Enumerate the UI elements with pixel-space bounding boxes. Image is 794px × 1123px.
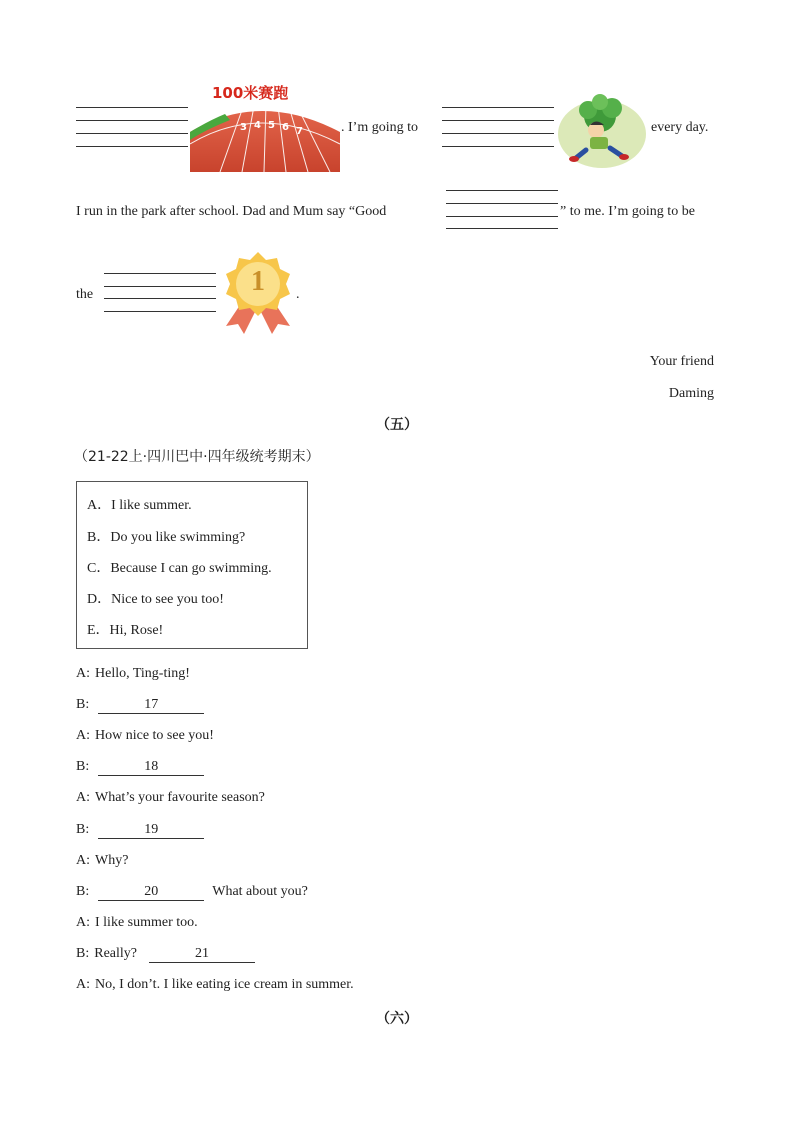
svg-text:3: 3 xyxy=(240,122,247,133)
dialogue-text: Why? xyxy=(95,852,129,868)
option-c: C．Because I can go swimming. xyxy=(87,561,272,576)
dialogue-text: Hello, Ting-ting! xyxy=(95,666,190,681)
section-5-source: （21-22上·四川巴中·四年级统考期末） xyxy=(74,449,320,465)
kid-eating-vegetable-image xyxy=(556,92,648,170)
letter-signature: Daming xyxy=(668,386,714,401)
dialogue-line xyxy=(76,977,354,993)
dialogue-speaker: B: xyxy=(76,697,90,713)
svg-text:7: 7 xyxy=(296,126,303,137)
medal-image xyxy=(220,250,296,334)
option-a: A．I like summer. xyxy=(87,498,192,513)
dialogue-line xyxy=(76,790,265,806)
letter-text-the: the xyxy=(76,287,94,302)
letter-period: . xyxy=(296,287,300,302)
dialogue-speaker: B: xyxy=(76,945,90,961)
option-b: B．Do you like swimming? xyxy=(87,530,246,545)
dialogue-speaker: A: xyxy=(76,790,90,806)
dialogue-line xyxy=(76,728,214,744)
dialogue-speaker: B: xyxy=(76,759,90,775)
dialogue-text: What’s your favourite season? xyxy=(95,790,265,806)
dialogue-speaker: A: xyxy=(76,914,90,930)
dialogue-line xyxy=(76,759,204,776)
dialogue-line xyxy=(76,697,204,714)
running-track-image xyxy=(190,80,340,172)
track-caption: 100米赛跑 xyxy=(212,84,289,102)
dialogue-speaker: A: xyxy=(76,666,90,681)
option-d: D．Nice to see you too! xyxy=(87,592,224,607)
medal-number: 1 xyxy=(251,266,265,297)
dialogue-line xyxy=(76,666,190,682)
dialogue-text-after: What about you? xyxy=(212,883,308,899)
dialogue-text: How nice to see you! xyxy=(95,728,214,744)
section-5-heading: （五） xyxy=(376,417,418,433)
dialogue-line xyxy=(76,915,198,931)
dialogue-speaker: A: xyxy=(76,728,90,744)
dialogue-blank[interactable]: 17 xyxy=(98,697,204,714)
dialogue-text: Really? xyxy=(94,945,137,961)
dialogue-text: No, I don’t. I like eating ice cream in summer. xyxy=(95,977,354,992)
svg-text:6: 6 xyxy=(282,122,289,133)
dialogue-blank[interactable]: 20 xyxy=(98,884,204,901)
svg-text:4: 4 xyxy=(254,120,261,131)
dialogue-line xyxy=(76,946,255,963)
dialogue-line xyxy=(76,853,128,869)
dialogue-speaker: A: xyxy=(76,852,90,868)
option-e: E．Hi, Rose! xyxy=(87,623,164,638)
dialogue-blank[interactable]: 21 xyxy=(149,946,255,963)
dialogue-text: I like summer too. xyxy=(95,914,198,930)
svg-text:5: 5 xyxy=(268,120,275,131)
dialogue-speaker: A: xyxy=(76,977,90,992)
letter-text-to-me: ” to me. I’m going to be xyxy=(560,204,695,219)
dialogue-speaker: B: xyxy=(76,821,90,837)
dialogue-line xyxy=(76,822,204,839)
letter-text-every-day: every day. xyxy=(651,120,709,135)
dialogue-blank[interactable]: 18 xyxy=(98,759,204,776)
dialogue-blank[interactable]: 19 xyxy=(98,822,204,839)
letter-text-run-park: I run in the park after school. Dad and Mum say “Good xyxy=(76,204,387,219)
dialogue-line xyxy=(76,884,308,901)
section-6-heading: （六） xyxy=(376,1011,418,1027)
letter-text-going-to: . I’m going to xyxy=(341,120,418,135)
options-box xyxy=(76,481,308,649)
dialogue-speaker: B: xyxy=(76,883,90,899)
letter-closing: Your friend xyxy=(649,354,714,369)
